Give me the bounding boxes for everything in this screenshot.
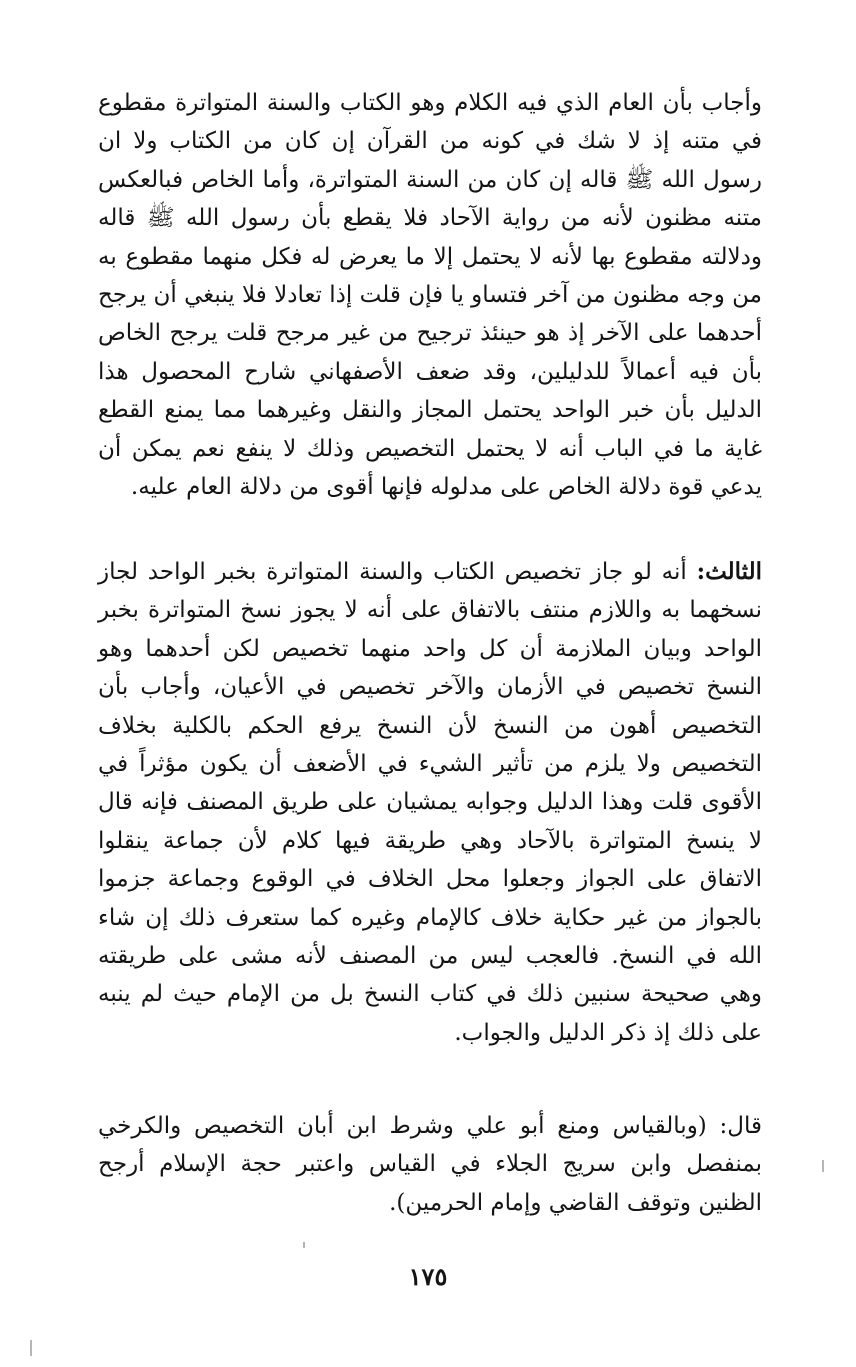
paragraph-quote: [98, 1107, 762, 1222]
paragraph-third-argument: [98, 553, 762, 1052]
paragraph-first: [98, 84, 762, 506]
paragraph-label: الثالث:: [696, 558, 763, 585]
page-number: ١٧٥: [408, 1262, 448, 1291]
scan-speck: [303, 1242, 305, 1248]
scan-speck: [30, 1340, 32, 1356]
paragraph-third-argument-text: أنه لو جاز تخصيص الكتاب والسنة المتواترة بخبر الواحد لجاز نسخهما به واللازم منتف بالاتفاق على أنه لا يجوز نسخ المتواترة بخبر الواحد وبيان الملازمة أن كل واحد منهما تخصيص لكن أحدهما وهو النسخ تخصيص في الأزمان والآخر تخصيص في الأعيان، وأجاب بأن التخصيص أهون من النسخ لأن النسخ يرفع الحكم بالكلية بخلاف التخصيص ولا يلزم من تأثير الشيء في الأضعف أن يكون مؤثراً في الأقوى قلت وهذا الدليل وجوابه يمشيان على طريق المصنف فإنه قال لا ينسخ المتواترة بالآحاد وهي طريقة فيها كلام لأن جماعة ينقلوا الاتفاق على الجواز وجعلوا محل الخلاف في الوقوع وجماعة جزموا بالجواز من غير حكاية خلاف كالإمام وغيره كما ستعرف ذلك إن شاء الله في النسخ. فالعجب ليس من المصنف لأنه مشى على طريقته وهي صحيحة سنبين ذلك في كتاب النسخ بل من الإمام حيث لم ينبه على ذلك إذ ذكر الدليل والجواب.: [98, 559, 762, 1046]
paragraph-quote-text: قال: (وبالقياس ومنع أبو علي وشرط ابن أبان التخصيص والكرخي بمنفصل وابن سريج الجلاء في القياس واعتبر حجة الإسلام أرجح الظنين وتوقف القاضي وإمام الحرمين).: [98, 1113, 762, 1216]
paragraph-first-text: وأجاب بأن العام الذي فيه الكلام وهو الكتاب والسنة المتواترة مقطوع في متنه إذ لا شك في كونه من القرآن إن كان من الكتاب ولا ان رسول الله ﷺ قاله إن كان من السنة المتواترة، وأما الخاص فبالعكس متنه مظنون لأنه من رواية الآحاد فلا يقطع بأن رسول الله ﷺ قاله ودلالته مقطوع بها لأنه لا يحتمل إلا ما يعرض له فكل منهما مقطوع به من وجه مظنون من آخر فتساو يا فإن قلت إذا تعادلا فلا ينبغي أن يرجح أحدهما على الآخر إذ هو حينئذ ترجيح من غير مرجح قلت يرجح الخاص بأن فيه أعمالاً للدليلين، وقد ضعف الأصفهاني شارح المحصول هذا الدليل بأن خبر الواحد يحتمل المجاز والنقل وغيرهما مما يمنع القطع غاية ما في الباب أنه لا يحتمل التخصيص وذلك لا ينفع نعم يمكن أن يدعي قوة دلالة الخاص على مدلوله فإنها أقوى من دلالة العام عليه.: [98, 90, 762, 501]
scan-speck: [822, 1160, 824, 1172]
